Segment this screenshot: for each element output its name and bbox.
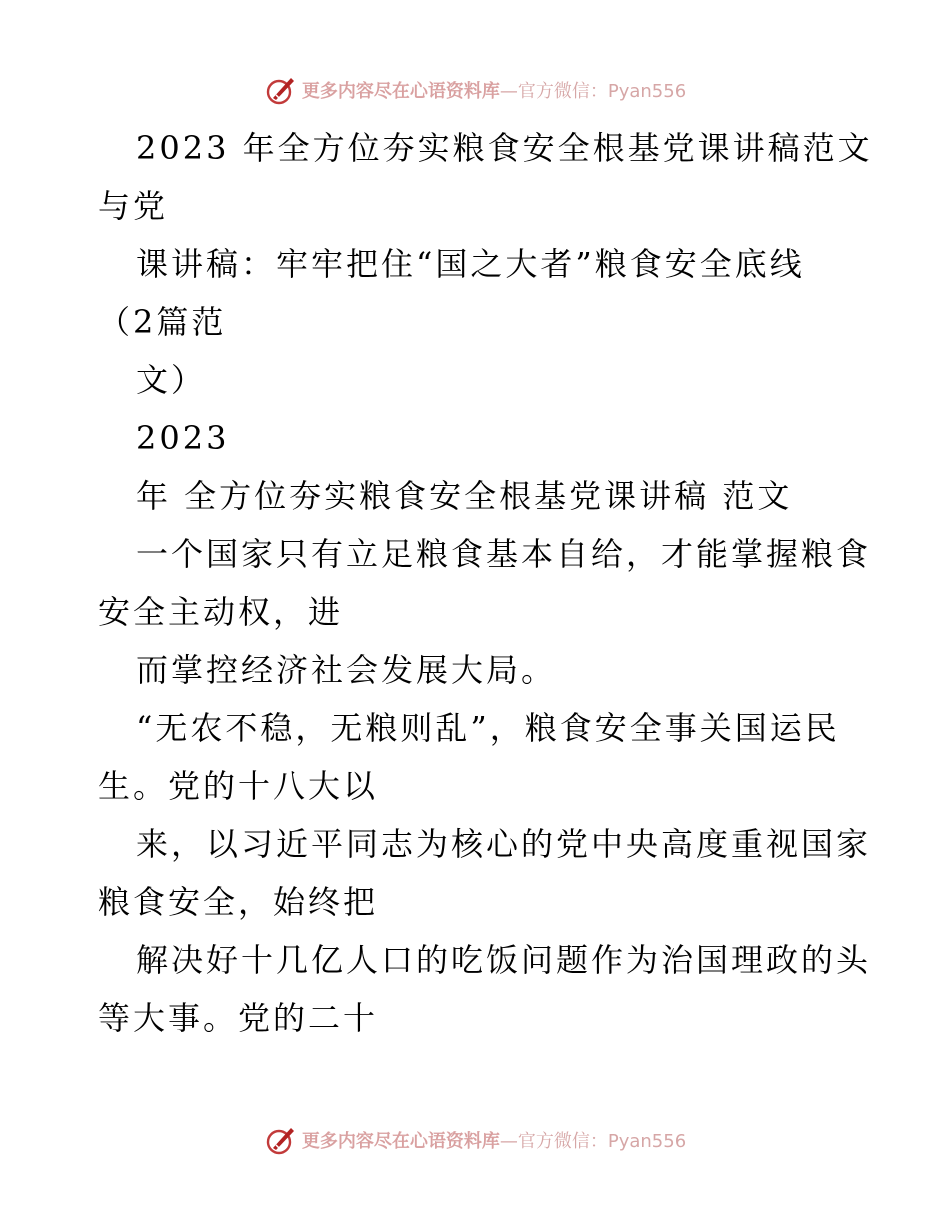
watermark-brand-text: 更多内容尽在心语资料库 [301,1131,500,1152]
paragraph-line: 等大事。党的二十 [98,999,379,1037]
subtitle-line: 年 全方位夯实粮食安全根基党课讲稿 范文 [136,477,793,515]
title-line-5: 文） [136,361,207,399]
watermark-wechat-id: Pyan556 [607,81,687,102]
header-watermark [0,72,950,108]
year-line: 2023 [136,419,230,457]
paragraph-line: 粮食安全，始终把 [98,883,379,921]
paragraph-line: 一个国家只有立足粮食基本自给，才能掌握粮食 [136,535,872,573]
footer-watermark [0,1122,950,1158]
watermark-dash: — [499,1131,518,1152]
watermark-wechat-id: Pyan556 [607,1131,687,1152]
watermark-wechat-label: 官方微信： [517,1131,608,1152]
watermark-wechat-label: 官方微信： [517,81,608,102]
title-line-4: （2篇范 [98,303,227,341]
paragraph-line: “无农不稳，无粮则乱”，粮食安全事关国运民 [136,709,840,747]
title-line-1: 2023 年全方位夯实粮食安全根基党课讲稿范文 [136,129,873,167]
watermark-brand-text: 更多内容尽在心语资料库 [301,81,500,102]
paragraph-line: 而掌控经济社会发展大局。 [136,651,557,689]
title-line-3: 课讲稿：牢牢把住“国之大者”粮食安全底线 [136,245,805,283]
watermark-dash: — [499,81,518,102]
title-line-2: 与党 [98,187,169,225]
paragraph-line: 解决好十几亿人口的吃饭问题作为治国理政的头 [136,941,872,979]
paragraph-line: 来，以习近平同志为核心的党中央高度重视国家 [136,825,872,863]
quill-pen-seal-icon [264,1123,298,1157]
paragraph-line: 生。党的十八大以 [98,767,379,805]
paragraph-line: 安全主动权，进 [98,593,344,631]
quill-pen-seal-icon [264,73,298,107]
